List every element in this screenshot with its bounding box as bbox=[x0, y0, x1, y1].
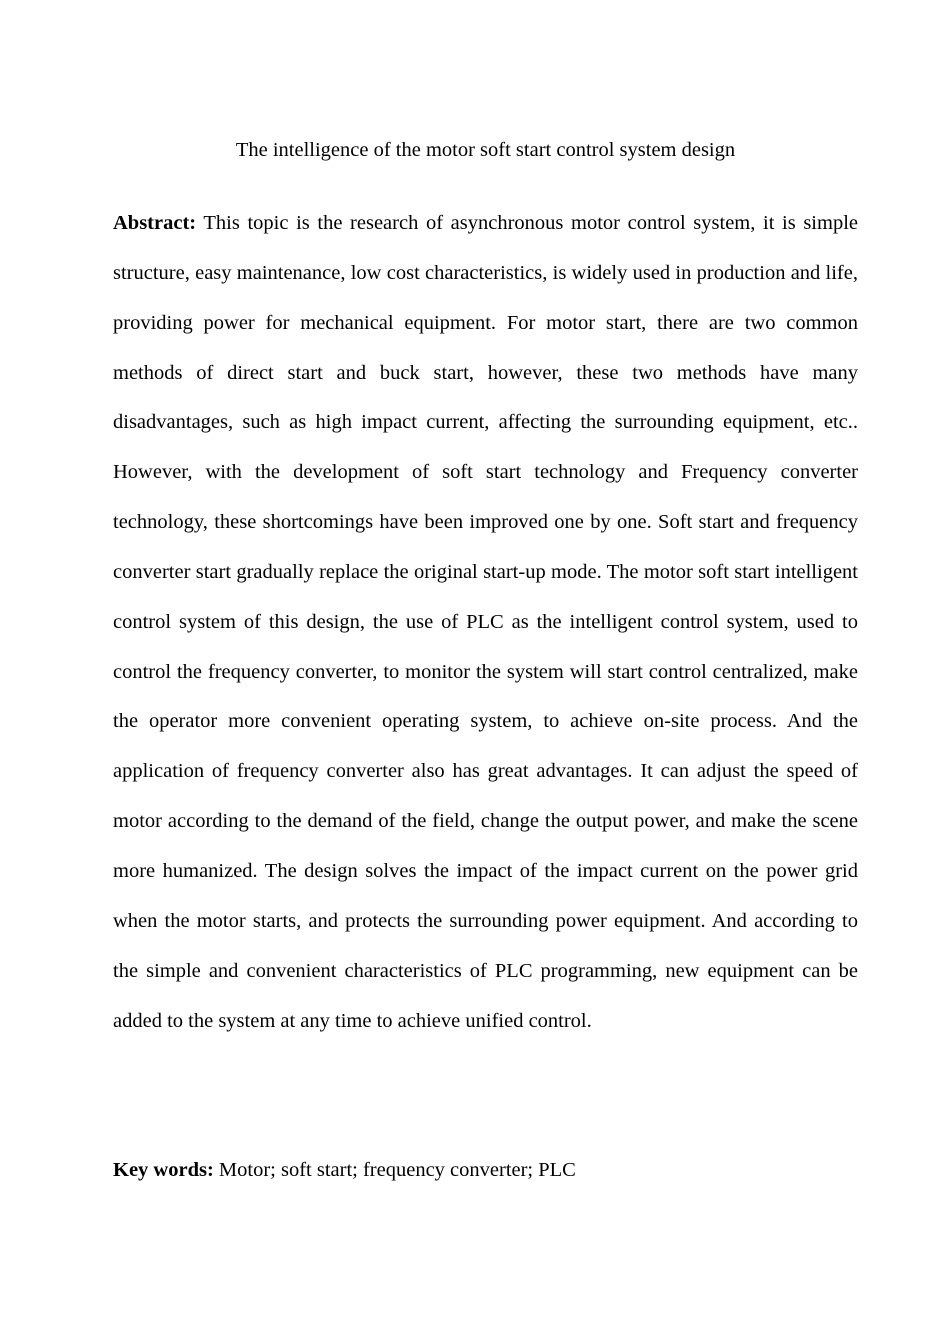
abstract-paragraph bbox=[113, 199, 858, 1046]
document-title: The intelligence of the motor soft start control system design bbox=[235, 139, 736, 161]
abstract-label: Abstract: bbox=[113, 212, 197, 234]
keywords-label: Key words: bbox=[113, 1159, 214, 1181]
abstract-text: This topic is the research of asynchronous motor control system, it is simple structure, easy maintenance, low cost characteristics, is widely used in production and life, providing power for mechanical equipment. For motor start, there are two common methods of direct start and buck start, however, these two methods have many disadvantages, such as high impact current, affecting the surrounding equipment, etc.. However, with the development of soft start technology and Frequency converter technology, these shortcomings have been improved one by one. Soft start and frequency converter start gradually replace the original start-up mode. The motor soft start intelligent control system of this design, the use of PLC as the intelligent control system, used to control the frequency converter, to monitor the system will start control centralized, make the operator more convenient operating system, to achieve on-site process. And the application of frequency converter also has great advantages. It can adjust the speed of motor according to the demand of the field, change the output power, and make the scene more humanized. The design solves the impact of the impact current on the power grid when the motor starts, and protects the surrounding power equipment. And according to the simple and convenient characteristics of PLC programming, new equipment can be added to the system at any time to achieve unified control. bbox=[113, 212, 858, 1032]
keywords-paragraph bbox=[113, 1146, 858, 1196]
keywords-text: Motor; soft start; frequency converter; PLC bbox=[218, 1159, 576, 1181]
